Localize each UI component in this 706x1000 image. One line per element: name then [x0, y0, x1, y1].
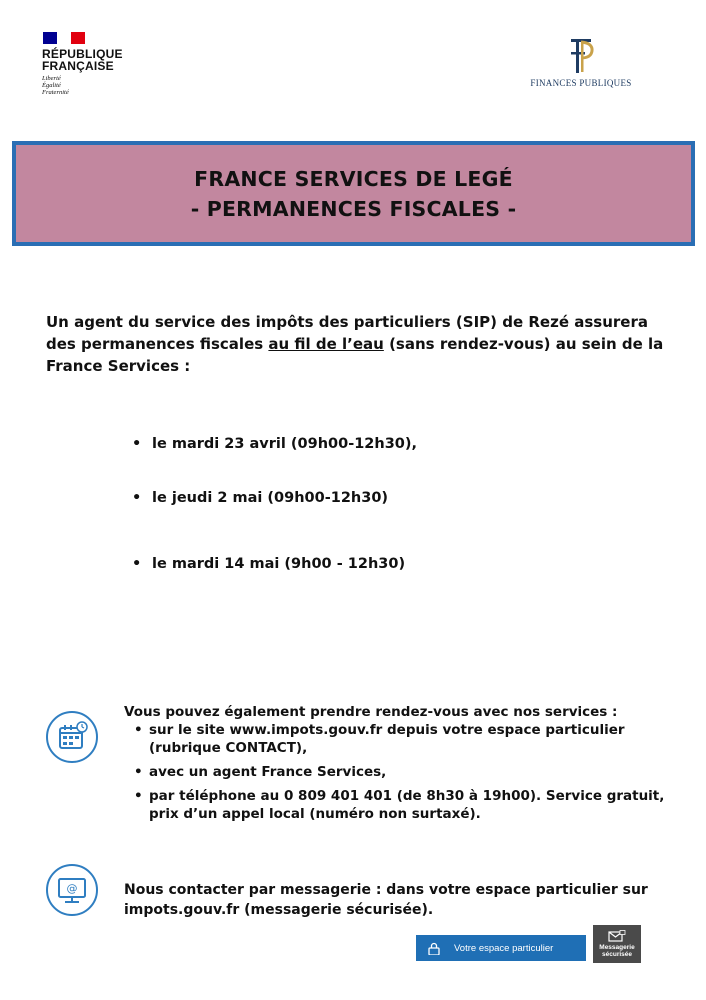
date-text: le jeudi 2 mai (09h00-12h30) [152, 490, 389, 506]
title-line2: - PERMANENCES FISCALES - [190, 196, 517, 221]
rf-motto-liberte: Liberté [42, 75, 61, 82]
rdv-heading: Vous pouvez également prendre rendez-vous avec nos services : [124, 704, 618, 720]
lock-icon [428, 942, 440, 955]
rdv-item-agent: • avec un agent France Services, [124, 763, 684, 781]
rdv-section [124, 703, 684, 823]
date-item: • le mardi 14 mai (9h00 - 12h30) [132, 556, 406, 572]
espace-particulier-button[interactable] [416, 935, 586, 961]
messagerie-text: Nous contacter par messagerie : dans votre espace particulier sur impots.gouv.fr (messagerie sécurisée). [124, 882, 648, 918]
rf-motto-egalite: Égalité [42, 82, 61, 89]
messagerie-label-line1: Messagerie [599, 944, 635, 951]
espace-particulier-label: Votre espace particulier [454, 942, 554, 954]
rf-name-line2: FRANÇAISE [42, 59, 114, 73]
rdv-list [124, 721, 684, 823]
title-banner [12, 141, 695, 246]
envelope-lock-icon [608, 930, 626, 942]
rdv-item-phone: • par téléphone au 0 809 401 401 (de 8h30 à 19h00). Service gratuit, prix d’un appel local (numéro non surtaxé). [124, 787, 684, 823]
finances-publiques-name: FINANCES PUBLIQUES [530, 78, 632, 88]
date-item: • le mardi 23 avril (09h00-12h30), [132, 436, 418, 452]
title-line1: FRANCE SERVICES DE LEGÉ [194, 166, 513, 191]
calendar-icon [46, 711, 98, 763]
svg-text:@: @ [66, 882, 78, 895]
republique-francaise-logo [42, 32, 162, 96]
computer-at-icon [46, 864, 98, 916]
rdv-item-site: • sur le site www.impots.gouv.fr depuis votre espace particulier (rubrique CONTACT), [124, 721, 684, 757]
rf-name-line1: RÉPUBLIQUE [42, 47, 123, 61]
intro-part1: Un agent du service des impôts des particuliers (SIP) de Rezé assurera des permanences fiscales [46, 313, 648, 353]
messagerie-label-line2: sécurisée [602, 951, 632, 958]
intro-underlined: au fil de l’eau [268, 335, 384, 353]
french-flag-icon [43, 32, 85, 44]
finances-publiques-logo [516, 36, 646, 88]
date-text: le mardi 23 avril (09h00-12h30), [152, 436, 418, 452]
intro-paragraph [46, 311, 666, 377]
date-item: • le jeudi 2 mai (09h00-12h30) [132, 490, 389, 506]
intro-part2: (sans rendez-vous) au sein de la France Services : [46, 335, 664, 375]
date-text: le mardi 14 mai (9h00 - 12h30) [152, 556, 406, 572]
rf-motto [42, 75, 162, 96]
finances-publiques-mark-icon [564, 36, 598, 76]
messagerie-securisee-button[interactable] [593, 925, 641, 963]
rf-motto-fraternite: Fraternité [42, 89, 69, 96]
